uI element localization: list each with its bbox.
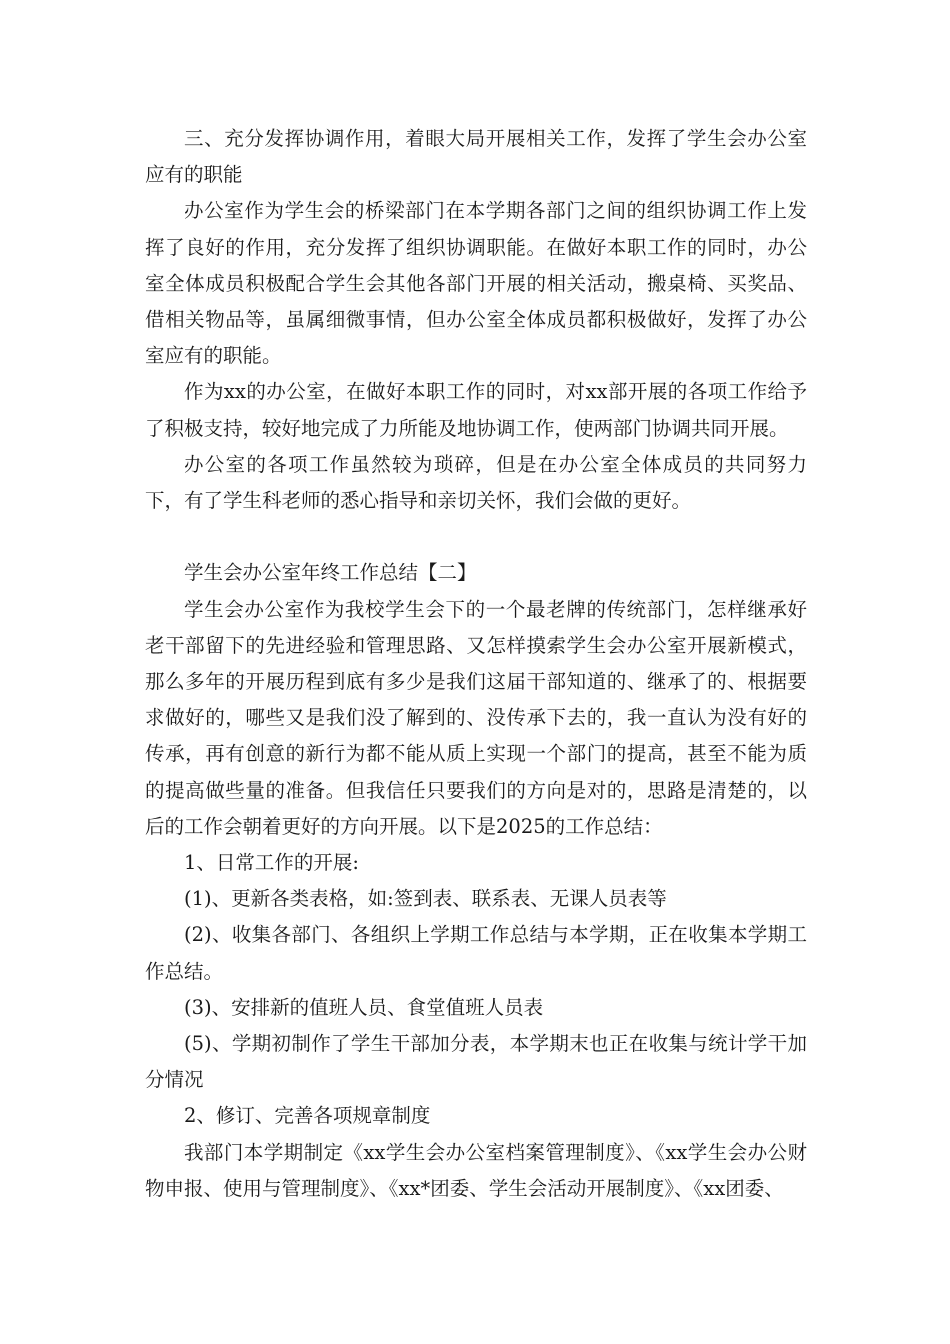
body-paragraph: 办公室作为学生会的桥梁部门在本学期各部门之间的组织协调工作上发挥了良好的作用，充分发挥了组织协调职能。在做好本职工作的同时，办公室全体成员积极配合学生会其他各部门开展的相关活动，搬桌椅、买奖品、借相关物品等，虽属细微事情，但办公室全体成员都积极做好，发挥了办公室应有的职能。 (145, 199, 807, 368)
list-heading-daily-work: 1、日常工作的开展: (184, 851, 359, 875)
list-item: (5)、学期初制作了学生干部加分表，本学期末也正在收集与统计学干加分情况 (145, 1032, 807, 1092)
list-heading-regulations: 2、修订、完善各项规章制度 (184, 1104, 431, 1128)
body-paragraph: 作为xx的办公室，在做好本职工作的同时，对xx部开展的各项工作给予了积极支持，较好地完成了力所能及地协调工作，使两部门协调共同开展。 (145, 380, 807, 440)
document-body (145, 121, 807, 1207)
list-item: (2)、收集各部门、各组织上学期工作总结与本学期，正在收集本学期工作总结。 (145, 923, 807, 983)
section-title-two: 学生会办公室年终工作总结【二】 (184, 561, 477, 585)
list-item: (3)、安排新的值班人员、食堂值班人员表 (184, 995, 544, 1019)
section-heading-three: 三、充分发挥协调作用，着眼大局开展相关工作，发挥了学生会办公室应有的职能 (145, 127, 807, 187)
body-paragraph: 办公室的各项工作虽然较为琐碎，但是在办公室全体成员的共同努力下，有了学生科老师的悉心指导和亲切关怀，我们会做的更好。 (145, 452, 807, 513)
list-item: (1)、更新各类表格，如:签到表、联系表、无课人员表等 (184, 887, 667, 911)
body-paragraph: 学生会办公室作为我校学生会下的一个最老牌的传统部门，怎样继承好老干部留下的先进经验和管理思路、又怎样摸索学生会办公室开展新模式，那么多年的开展历程到底有多少是我们这届干部知道的、继承了的、根据要求做好的，哪些又是我们没了解到的、没传承下去的，我一直认为没有好的传承，再有创意的新行为都不能从质上实现一个部门的提高，甚至不能为质的提高做些量的准备。但我信任只要我们的方向是对的，思路是清楚的，以后的工作会朝着更好的方向开展。以下是2025的工作总结： (145, 597, 807, 838)
body-paragraph: 我部门本学期制定《xx学生会办公室档案管理制度》、《xx学生会办公财物申报、使用与管理制度》、《xx*团委、学生会活动开展制度》、《xx团委、 (145, 1140, 807, 1200)
